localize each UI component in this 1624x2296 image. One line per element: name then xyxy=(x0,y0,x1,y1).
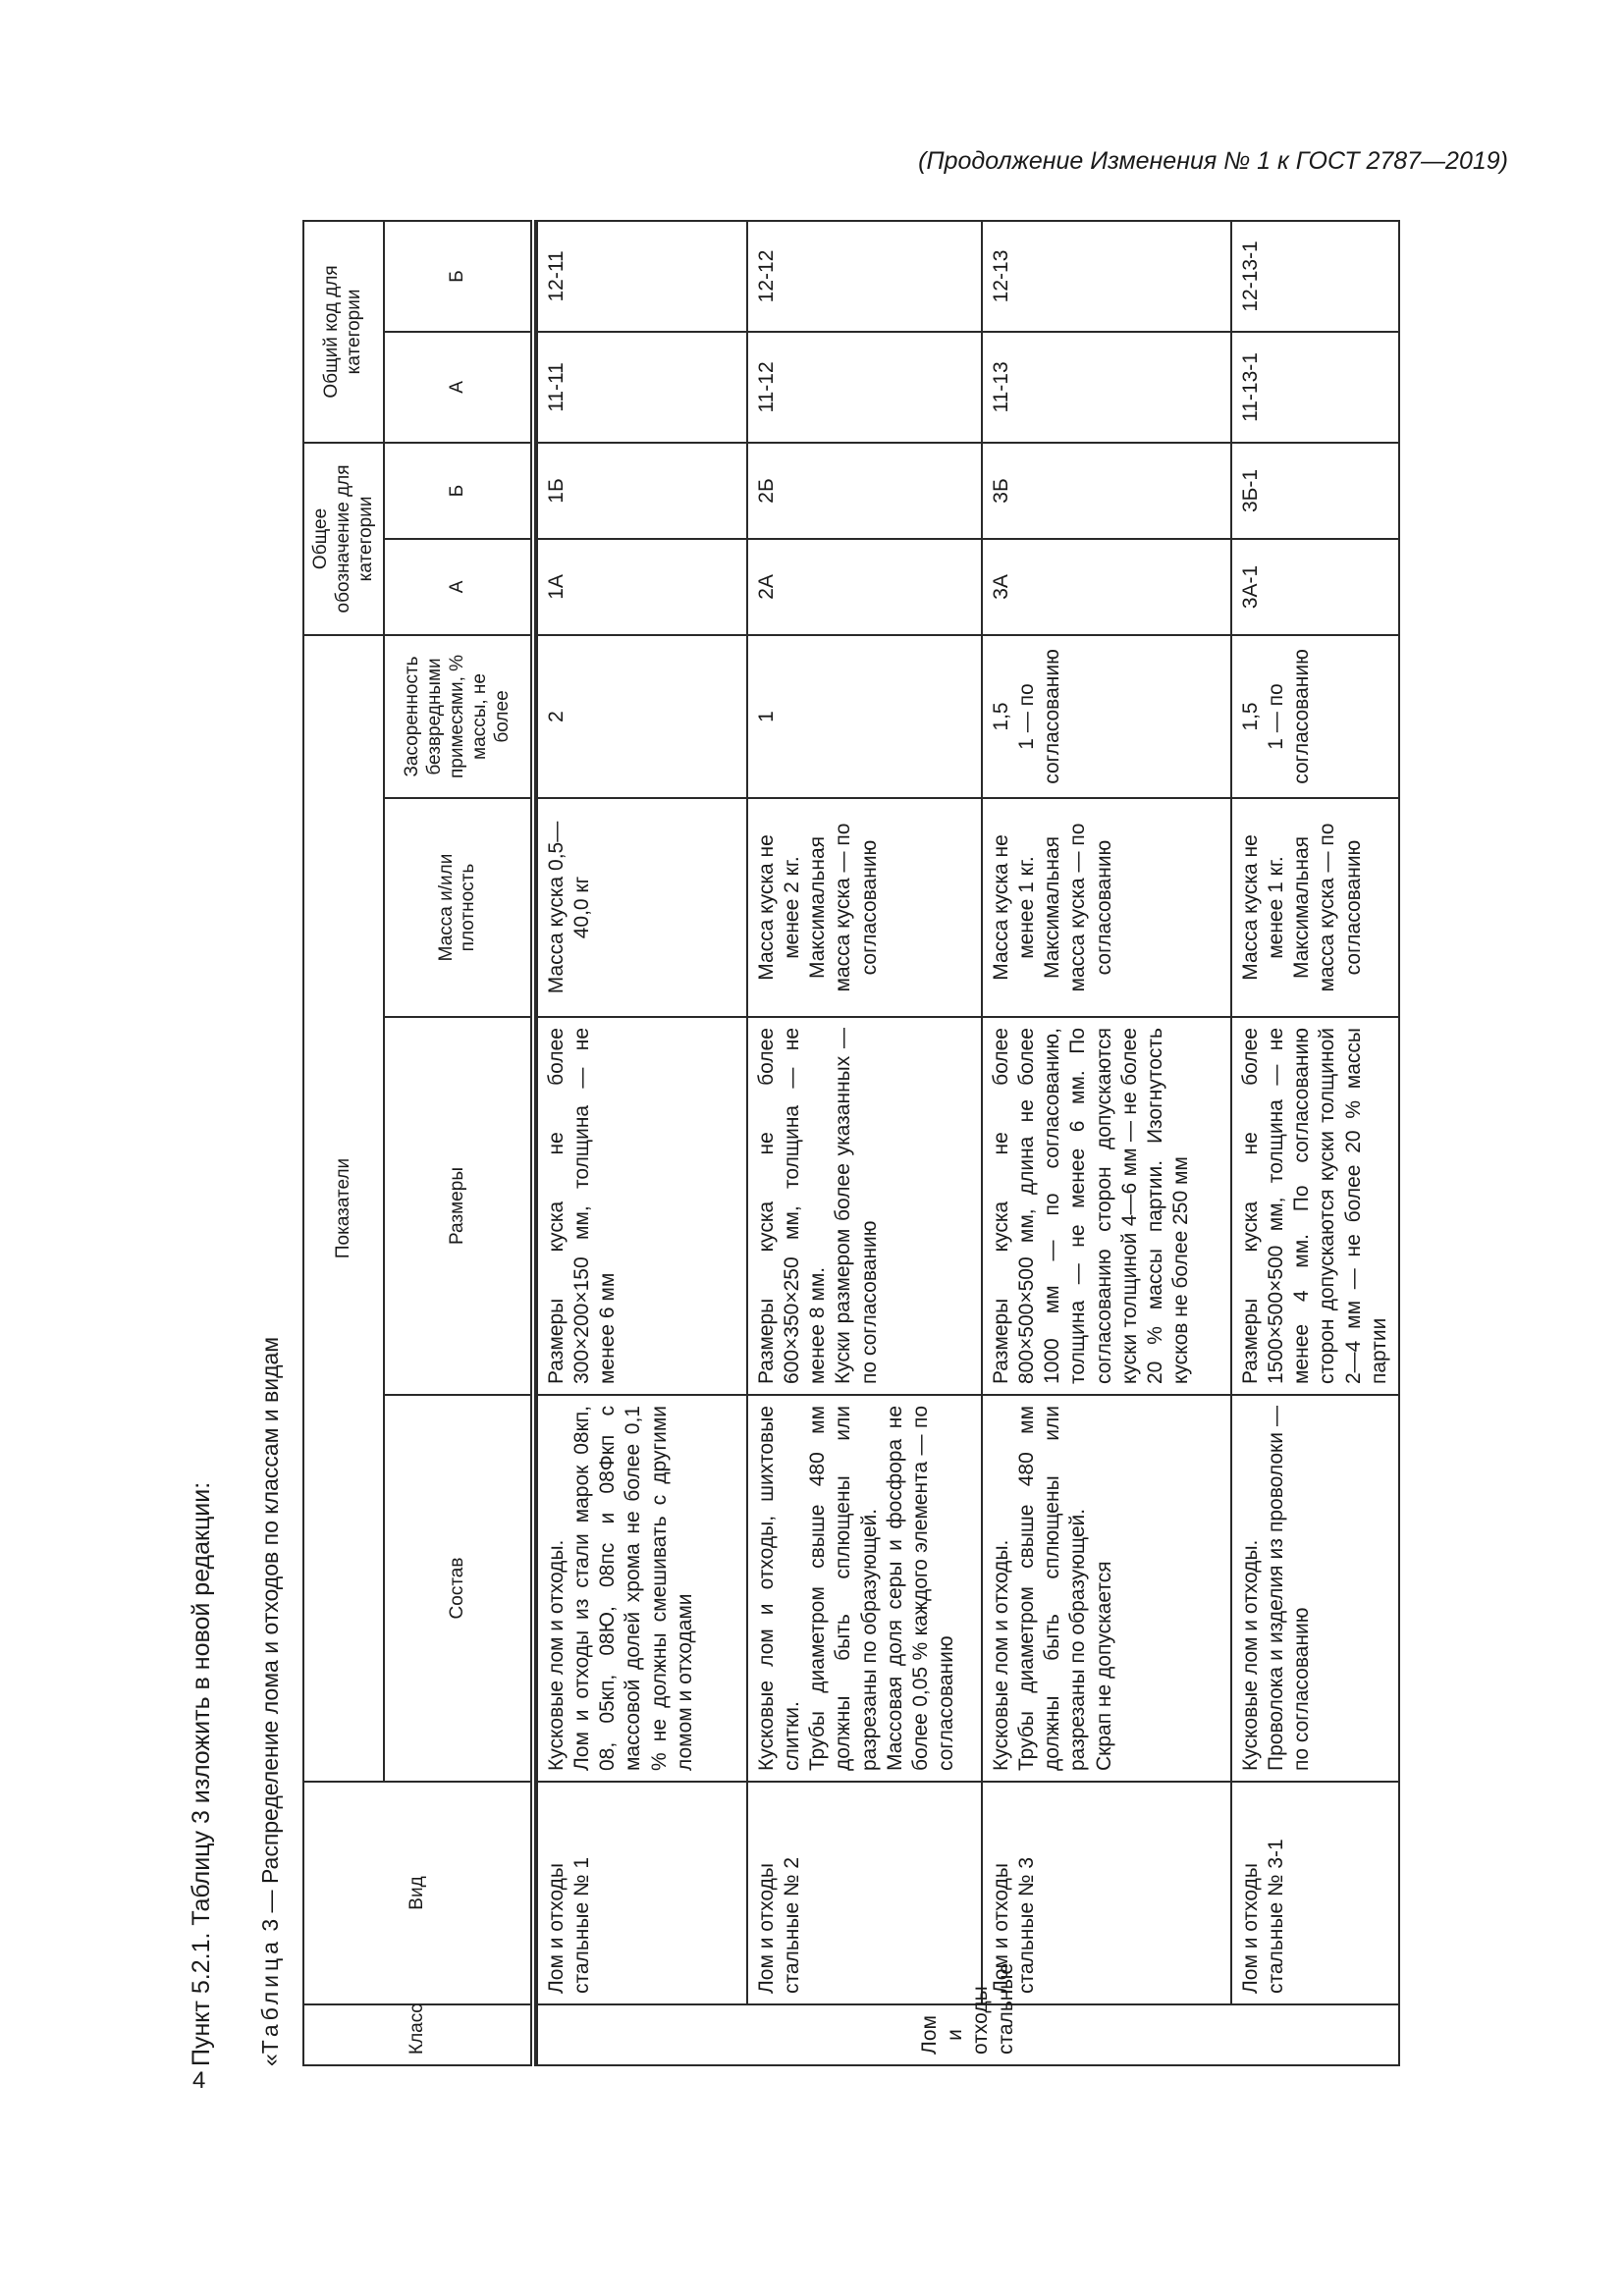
cell-zasorennost: 1,5 1 — по согласованию xyxy=(1231,635,1398,798)
cell-kod-a: 11-13 xyxy=(982,332,1231,443)
header-razmery: Размеры xyxy=(384,1017,533,1395)
cell-kod-b: 12-13-1 xyxy=(1231,221,1398,332)
cell-massa: Масса куска не менее 1 кг. Максимальная масса куска — по согласованию xyxy=(1231,798,1398,1017)
caption-quote: « xyxy=(257,2054,283,2066)
cell-kod-a: 11-13-1 xyxy=(1231,332,1398,443)
table-caption xyxy=(257,1337,284,2066)
header-sostav: Состав xyxy=(384,1395,533,1782)
rotated-content xyxy=(173,201,1390,2066)
header-kod-a: А xyxy=(384,332,533,443)
table-row xyxy=(1231,221,1398,2065)
cell-massa: Масса куска 0,5—40,0 кг xyxy=(537,798,747,1017)
cell-vid: Лом и отходы стальные № 3 xyxy=(982,1782,1231,2004)
cell-kod-a: 11-11 xyxy=(537,332,747,443)
cell-oboz-b: 1Б xyxy=(537,443,747,539)
header-oboz-b: Б xyxy=(384,443,533,539)
cell-massa: Масса куска не менее 1 кг. Максимальная масса куска — по согласованию xyxy=(982,798,1231,1017)
cell-oboz-b: 3Б-1 xyxy=(1231,443,1398,539)
header-kod-b: Б xyxy=(384,221,533,332)
cell-sostav: Кусковые лом и отходы. Лом и отходы из стали марок 08кп, 08, 05кп, 08Ю, 08пс и 08Фкп с массовой долей хрома не более 0,1 % не должны смешивать с другими ломом и отходами xyxy=(537,1395,747,1782)
amendment-intro: Пункт 5.2.1. Таблицу 3 изложить в новой редакции: xyxy=(188,1481,215,2066)
page-number: 4 xyxy=(192,2067,206,2094)
class-cell: Лом и отходы стальные xyxy=(537,2004,1398,2065)
header-massa: Масса и/или плотность xyxy=(384,798,533,1017)
cell-oboz-a: 3А xyxy=(982,539,1231,635)
cell-razmery: Размеры куска не более 600×350×250 мм, толщина — не менее 8 мм. Куски размером более указанных — по согласованию xyxy=(747,1017,982,1395)
cell-sostav: Кусковые лом и отходы. Проволока и изделия из проволоки — по согласованию xyxy=(1231,1395,1398,1782)
cell-vid: Лом и отходы стальные № 1 xyxy=(537,1782,747,2004)
page-header: (Продолжение Изменения № 1 к ГОСТ 2787—2019) xyxy=(918,147,1508,175)
cell-zasorennost: 2 xyxy=(537,635,747,798)
header-oboznachenie: Общее обозначение для категории xyxy=(303,443,384,635)
header-zasorennost: Засоренность безвредными примесями, % массы, не более xyxy=(384,635,533,798)
cell-kod-b: 12-13 xyxy=(982,221,1231,332)
caption-label: Таблица xyxy=(257,1938,283,2055)
cell-zasorennost: 1 xyxy=(747,635,982,798)
cell-oboz-a: 2А xyxy=(747,539,982,635)
cell-sostav: Кусковые лом и отходы. Трубы диаметром свыше 480 мм должны быть сплющены или разрезаны по образующей. Скрап не допускается xyxy=(982,1395,1231,1782)
cell-razmery: Размеры куска не более 300×200×150 мм, толщина — не менее 6 мм xyxy=(537,1017,747,1395)
caption-text: 3 — Распределение лома и отходов по классам и видам xyxy=(257,1336,283,1932)
cell-razmery: Размеры куска не более 1500×500×500 мм, толщина — не менее 4 мм. По согласованию сторон допускаются куски толщиной 2—4 мм — не более 20 % массы партии xyxy=(1231,1017,1398,1395)
cell-vid: Лом и отходы стальные № 3-1 xyxy=(1231,1782,1398,2004)
table-row xyxy=(747,221,982,2065)
cell-oboz-b: 2Б xyxy=(747,443,982,539)
cell-kod-a: 11-12 xyxy=(747,332,982,443)
scrap-classification-table xyxy=(302,220,1400,2066)
cell-razmery: Размеры куска не более 800×500×500 мм, длина не более 1000 мм — по согласованию, толщина — не менее 6 мм. По согласованию сторон допускаются куски толщиной 4—6 мм — не более 20 % массы партии. Изогнутость кусков не более 250 мм xyxy=(982,1017,1231,1395)
cell-oboz-b: 3Б xyxy=(982,443,1231,539)
header-oboz-a: А xyxy=(384,539,533,635)
header-kod: Общий код для категории xyxy=(303,221,384,443)
header-row-1 xyxy=(303,221,384,2065)
table-row xyxy=(982,221,1231,2065)
cell-oboz-a: 3А-1 xyxy=(1231,539,1398,635)
cell-massa: Масса куска не менее 2 кг. Максимальная масса куска — по согласованию xyxy=(747,798,982,1017)
header-pokazateli: Показатели xyxy=(303,635,384,1782)
cell-vid: Лом и отходы стальные № 2 xyxy=(747,1782,982,2004)
header-vid: Вид xyxy=(303,1782,533,2004)
cell-kod-b: 12-12 xyxy=(747,221,982,332)
cell-zasorennost: 1,5 1 — по согласованию xyxy=(982,635,1231,798)
cell-oboz-a: 1А xyxy=(537,539,747,635)
cell-kod-b: 12-11 xyxy=(537,221,747,332)
table-row xyxy=(537,221,747,2065)
cell-sostav: Кусковые лом и отходы, шихтовые слитки. Трубы диаметром свыше 480 мм должны быть сплющены или разрезаны по образующей. Массовая доля серы и фосфора не более 0,05 % каждого элемента — по согласованию xyxy=(747,1395,982,1782)
header-class: Класс xyxy=(303,2004,533,2065)
